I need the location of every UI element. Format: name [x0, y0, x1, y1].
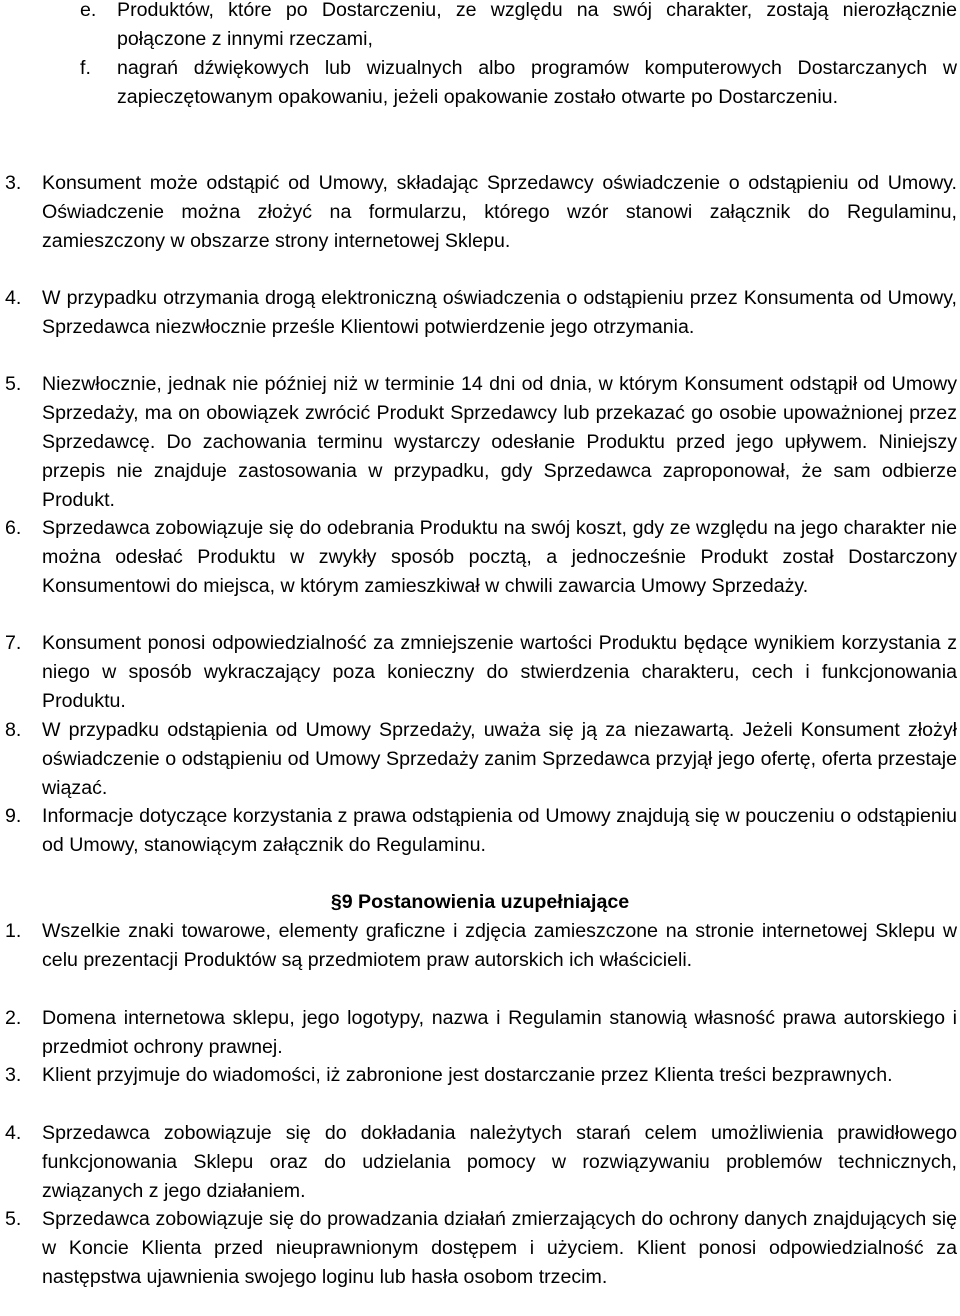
list-marker: 5.: [5, 1208, 22, 1230]
list-item-text: Niezwłocznie, jednak nie później niż w terminie 14 dni od dnia, w którym Konsument odstąpił od Umowy Sprzedaży, ma on obowiązek zwrócić Produkt Sprzedawcy lub przekazać go osobie upoważnionej przez Sprzedawcę. Do zachowania terminu wystarczy odesłanie Produktu przed jego upływem. Niniejszy przepis nie znajduje zastosowania w przypadku, gdy Sprzedawca zaproponował, że sam odbierze Produkt.: [42, 373, 957, 511]
list-marker: 4.: [5, 287, 22, 309]
list-item-text: Sprzedawca zobowiązuje się do dokładania należytych starań celem umożliwienia prawidłowego funkcjonowania Sklepu oraz do udzielania pomocy w rozwiązywaniu problemów technicznych, związanych z jego działaniem.: [42, 1122, 957, 1202]
list-item-2: [5, 1004, 957, 1062]
list-marker: 3.: [5, 172, 22, 194]
list-marker: f.: [80, 57, 91, 79]
list-marker: 9.: [5, 805, 22, 827]
list-item-text: Produktów, które po Dostarczeniu, ze względu na swój charakter, zostają nierozłącznie połączone z innymi rzeczami,: [117, 0, 957, 50]
list-item-text: Domena internetowa sklepu, jego logotypy, nazwa i Regulamin stanowią własność prawa autorskiego i przedmiot ochrony prawnej.: [42, 1007, 957, 1058]
list-item-3b: [5, 1061, 957, 1090]
list-item-e: [80, 0, 957, 54]
list-item-5: [5, 370, 957, 515]
list-item-text: Klient przyjmuje do wiadomości, iż zabronione jest dostarczanie przez Klienta treści bezprawnych.: [42, 1064, 893, 1086]
list-marker: 8.: [5, 719, 22, 741]
list-item-text: W przypadku odstąpienia od Umowy Sprzedaży, uważa się ją za niezawartą. Jeżeli Konsument złożył oświadczenie o odstąpieniu od Umowy Sprzedaży zanim Sprzedawca przyjął jego ofertę, oferta przestaje wiązać.: [42, 719, 957, 799]
list-item-6: [5, 514, 957, 601]
list-marker: 7.: [5, 632, 22, 654]
list-marker: 3.: [5, 1064, 22, 1086]
list-item-1: [5, 917, 957, 975]
list-item-4: [5, 284, 957, 342]
list-item-3: [5, 169, 957, 256]
list-item-text: Konsument ponosi odpowiedzialność za zmniejszenie wartości Produktu będące wynikiem korzystania z niego w sposób wykraczający poza konieczny do stwierdzenia charakteru, cech i funkcjonowania Produktu.: [42, 632, 957, 712]
list-marker: 4.: [5, 1122, 22, 1144]
list-marker: 2.: [5, 1007, 22, 1029]
list-item-f: [80, 54, 957, 112]
list-item-4b: [5, 1119, 957, 1206]
list-marker: 5.: [5, 373, 22, 395]
list-marker: 1.: [5, 920, 22, 942]
list-item-text: Sprzedawca zobowiązuje się do odebrania Produktu na swój koszt, gdy ze względu na jego charakter nie można odesłać Produktu w zwykły sposób pocztą, a jednocześnie Produkt został Dostarczony Konsumentowi do miejsca, w którym zamieszkiwał w chwili zawarcia Umowy Sprzedaży.: [42, 517, 957, 597]
list-item-8: [5, 716, 957, 803]
list-item-5b: [5, 1205, 957, 1292]
list-item-text: nagrań dźwiękowych lub wizualnych albo programów komputerowych Dostarczanych w zapieczętowanym opakowaniu, jeżeli opakowanie zostało otwarte po Dostarczeniu.: [117, 57, 957, 108]
list-marker: e.: [80, 0, 97, 21]
list-item-text: Wszelkie znaki towarowe, elementy graficzne i zdjęcia zamieszczone na stronie internetowej Sklepu w celu prezentacji Produktów są przedmiotem praw autorskich ich właścicieli.: [42, 920, 957, 971]
section-heading: §9 Postanowienia uzupełniające: [330, 891, 630, 913]
list-item-text: Sprzedawca zobowiązuje się do prowadzania działań zmierzających do ochrony danych znajdujących się w Koncie Klienta przed nieuprawnionym dostępem i użyciem. Klient ponosi odpowiedzialność za następstwa ujawnienia swojego loginu lub hasła osobom trzecim.: [42, 1208, 957, 1288]
list-item-9: [5, 802, 957, 860]
list-item-7: [5, 629, 957, 716]
list-item-text: Konsument może odstąpić od Umowy, składając Sprzedawcy oświadczenie o odstąpieniu od Umowy. Oświadczenie można złożyć na formularzu, którego wzór stanowi załącznik do Regulaminu, zamieszczony w obszarze strony internetowej Sklepu.: [42, 172, 957, 252]
list-item-text: W przypadku otrzymania drogą elektroniczną oświadczenia o odstąpieniu przez Konsumenta od Umowy, Sprzedawca niezwłocznie prześle Klientowi potwierdzenie jego otrzymania.: [42, 287, 957, 338]
list-marker: 6.: [5, 517, 22, 539]
list-item-text: Informacje dotyczące korzystania z prawa odstąpienia od Umowy znajdują się w pouczeniu o odstąpieniu od Umowy, stanowiącym załącznik do Regulaminu.: [42, 805, 957, 856]
